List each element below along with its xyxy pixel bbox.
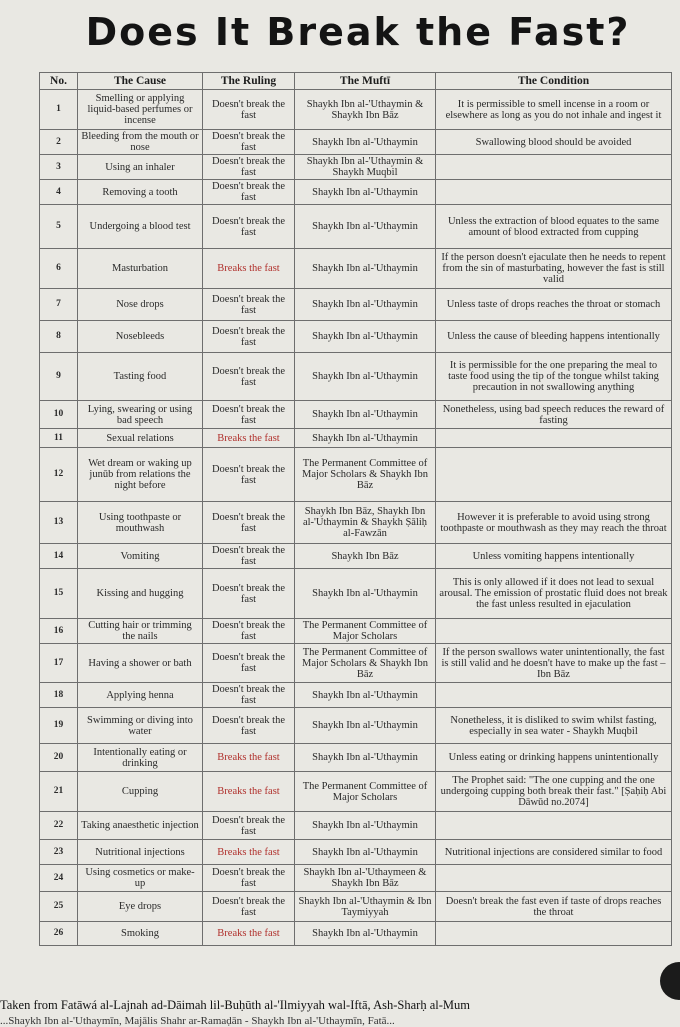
row-condition — [436, 155, 672, 180]
row-number: 7 — [40, 289, 78, 321]
row-mufti: The Permanent Committee of Major Scholars — [295, 619, 436, 644]
table-row — [40, 569, 672, 619]
table-row — [40, 502, 672, 544]
row-mufti: Shaykh Ibn al-'Uthaymin & Shaykh Ibn Bāz — [295, 90, 436, 130]
header-condition: The Condition — [436, 73, 672, 90]
row-ruling: Doesn't break the fast — [203, 448, 295, 502]
row-mufti: Shaykh Ibn al-'Uthaymin & Ibn Taymiyyah — [295, 892, 436, 922]
row-ruling: Doesn't break the fast — [203, 180, 295, 205]
table-row — [40, 401, 672, 429]
row-mufti: Shaykh Ibn al-'Uthaymin — [295, 321, 436, 353]
table-row — [40, 708, 672, 744]
row-number: 24 — [40, 865, 78, 892]
table-row — [40, 429, 672, 448]
table-row — [40, 892, 672, 922]
row-cause: Vomiting — [78, 544, 203, 569]
row-number: 16 — [40, 619, 78, 644]
row-cause: Intentionally eating or drinking — [78, 744, 203, 772]
row-condition: If the person doesn't ejaculate then he needs to repent from the sin of masturbating, however the fast is still valid — [436, 249, 672, 289]
row-condition — [436, 683, 672, 708]
table-header-row — [40, 73, 672, 90]
row-number: 2 — [40, 130, 78, 155]
table-row — [40, 683, 672, 708]
row-number: 1 — [40, 90, 78, 130]
row-condition: It is permissible for the one preparing the meal to taste food using the tip of the tongue whilst taking precaution in not swallowing anything — [436, 353, 672, 401]
table-row — [40, 90, 672, 130]
row-mufti: Shaykh Ibn al-'Uthaymin — [295, 249, 436, 289]
table-row — [40, 772, 672, 812]
row-mufti: Shaykh Ibn al-'Uthaymin — [295, 429, 436, 448]
row-ruling: Doesn't break the fast — [203, 569, 295, 619]
row-cause: Sexual relations — [78, 429, 203, 448]
row-number: 25 — [40, 892, 78, 922]
row-mufti: Shaykh Ibn al-'Uthaymin — [295, 744, 436, 772]
row-ruling: Doesn't break the fast — [203, 90, 295, 130]
row-mufti: Shaykh Ibn al-'Uthaymin — [295, 708, 436, 744]
row-cause: Applying henna — [78, 683, 203, 708]
row-mufti: Shaykh Ibn al-'Uthaymin — [295, 683, 436, 708]
row-number: 13 — [40, 502, 78, 544]
row-number: 8 — [40, 321, 78, 353]
row-number: 26 — [40, 922, 78, 946]
row-number: 18 — [40, 683, 78, 708]
row-ruling: Doesn't break the fast — [203, 502, 295, 544]
table-row — [40, 644, 672, 683]
row-condition — [436, 922, 672, 946]
row-mufti: Shaykh Ibn al-'Uthaymin — [295, 353, 436, 401]
source-footer-line2: ...Shaykh Ibn al-'Uthaymīn, Majālis Shahr ar-Ramaḍān - Shaykh Ibn al-'Uthaymīn, Fatā... — [0, 1015, 395, 1027]
row-condition: If the person swallows water unintentionally, the fast is still valid and he doesn't have to make up the fast – Ibn Bāz — [436, 644, 672, 683]
row-condition: This is only allowed if it does not lead to sexual arousal. The emission of prostatic fluid does not break the fast unless resulted in ejaculation — [436, 569, 672, 619]
row-number: 10 — [40, 401, 78, 429]
row-condition — [436, 812, 672, 840]
table-row — [40, 619, 672, 644]
row-condition: Unless vomiting happens intentionally — [436, 544, 672, 569]
table-row — [40, 130, 672, 155]
row-number: 17 — [40, 644, 78, 683]
row-cause: Eye drops — [78, 892, 203, 922]
row-cause: Swimming or diving into water — [78, 708, 203, 744]
corner-badge — [660, 962, 680, 1000]
table-row — [40, 180, 672, 205]
row-mufti: Shaykh Ibn Bāz, Shaykh Ibn al-'Uthaymin & Shaykh Ṣāliḥ al-Fawzān — [295, 502, 436, 544]
row-cause: Kissing and hugging — [78, 569, 203, 619]
table-row — [40, 205, 672, 249]
row-mufti: Shaykh Ibn al-'Uthaymin — [295, 205, 436, 249]
table-row — [40, 353, 672, 401]
row-mufti: Shaykh Ibn al-'Uthaymin — [295, 401, 436, 429]
source-footer — [0, 998, 680, 1027]
row-mufti: Shaykh Ibn al-'Uthaymin — [295, 289, 436, 321]
row-number: 4 — [40, 180, 78, 205]
row-number: 5 — [40, 205, 78, 249]
header-ruling: The Ruling — [203, 73, 295, 90]
row-number: 19 — [40, 708, 78, 744]
row-ruling: Breaks the fast — [203, 249, 295, 289]
row-number: 9 — [40, 353, 78, 401]
row-mufti: Shaykh Ibn al-'Uthaymin — [295, 569, 436, 619]
row-condition: Unless eating or drinking happens unintentionally — [436, 744, 672, 772]
row-cause: Cupping — [78, 772, 203, 812]
table-row — [40, 922, 672, 946]
row-ruling: Doesn't break the fast — [203, 205, 295, 249]
row-number: 15 — [40, 569, 78, 619]
row-condition: Unless the cause of bleeding happens intentionally — [436, 321, 672, 353]
row-mufti: Shaykh Ibn al-'Uthaymin — [295, 840, 436, 865]
row-cause: Nosebleeds — [78, 321, 203, 353]
row-ruling: Breaks the fast — [203, 840, 295, 865]
row-ruling: Doesn't break the fast — [203, 155, 295, 180]
row-condition: Swallowing blood should be avoided — [436, 130, 672, 155]
row-ruling: Breaks the fast — [203, 429, 295, 448]
row-cause: Cutting hair or trimming the nails — [78, 619, 203, 644]
row-mufti: Shaykh Ibn al-'Uthaymin — [295, 130, 436, 155]
row-ruling: Doesn't break the fast — [203, 644, 295, 683]
row-ruling: Doesn't break the fast — [203, 544, 295, 569]
row-ruling: Doesn't break the fast — [203, 683, 295, 708]
row-ruling: Doesn't break the fast — [203, 619, 295, 644]
row-condition: Nutritional injections are considered similar to food — [436, 840, 672, 865]
row-condition: Unless the extraction of blood equates to the same amount of blood extracted from cupping — [436, 205, 672, 249]
row-condition — [436, 180, 672, 205]
row-cause: Tasting food — [78, 353, 203, 401]
header-mufti: The Muftī — [295, 73, 436, 90]
table-row — [40, 812, 672, 840]
row-ruling: Doesn't break the fast — [203, 865, 295, 892]
row-condition: Nonetheless, using bad speech reduces the reward of fasting — [436, 401, 672, 429]
row-cause: Lying, swearing or using bad speech — [78, 401, 203, 429]
row-ruling: Doesn't break the fast — [203, 892, 295, 922]
table-row — [40, 155, 672, 180]
row-cause: Using an inhaler — [78, 155, 203, 180]
table-row — [40, 321, 672, 353]
table-row — [40, 249, 672, 289]
table-row — [40, 744, 672, 772]
row-mufti: Shaykh Ibn Bāz — [295, 544, 436, 569]
row-condition: It is permissible to smell incense in a room or elsewhere as long as you do not inhale and ingest it — [436, 90, 672, 130]
row-condition — [436, 429, 672, 448]
table-row — [40, 448, 672, 502]
row-number: 11 — [40, 429, 78, 448]
row-condition: Nonetheless, it is disliked to swim whilst fasting, especially in sea water - Shaykh Muqbil — [436, 708, 672, 744]
row-mufti: Shaykh Ibn al-'Uthaymin — [295, 180, 436, 205]
row-mufti: Shaykh Ibn al-'Uthaymeen & Shaykh Ibn Bāz — [295, 865, 436, 892]
row-cause: Masturbation — [78, 249, 203, 289]
row-cause: Bleeding from the mouth or nose — [78, 130, 203, 155]
row-mufti: Shaykh Ibn al-'Uthaymin & Shaykh Muqbil — [295, 155, 436, 180]
row-mufti: The Permanent Committee of Major Scholars & Shaykh Ibn Bāz — [295, 644, 436, 683]
row-number: 6 — [40, 249, 78, 289]
row-condition: The Prophet said: "The one cupping and the one undergoing cupping both break their fast." [Ṣaḥiḥ Abi Dāwūd no.2074] — [436, 772, 672, 812]
row-cause: Nose drops — [78, 289, 203, 321]
row-cause: Nutritional injections — [78, 840, 203, 865]
table-row — [40, 289, 672, 321]
row-cause: Taking anaesthetic injection — [78, 812, 203, 840]
row-ruling: Breaks the fast — [203, 744, 295, 772]
row-cause: Using cosmetics or make-up — [78, 865, 203, 892]
row-cause: Wet dream or waking up junūb from relations the night before — [78, 448, 203, 502]
row-cause: Smelling or applying liquid-based perfumes or incense — [78, 90, 203, 130]
row-ruling: Doesn't break the fast — [203, 289, 295, 321]
table-row — [40, 865, 672, 892]
row-number: 21 — [40, 772, 78, 812]
row-mufti: Shaykh Ibn al-'Uthaymin — [295, 812, 436, 840]
row-ruling: Doesn't break the fast — [203, 812, 295, 840]
row-ruling: Breaks the fast — [203, 922, 295, 946]
row-condition — [436, 448, 672, 502]
row-ruling: Doesn't break the fast — [203, 708, 295, 744]
row-number: 20 — [40, 744, 78, 772]
row-ruling: Breaks the fast — [203, 772, 295, 812]
source-footer-line1: Taken from Fatāwá al-Lajnah ad-Dāimah lil-Buḥūth al-'Ilmiyyah wal-Iftā, Ash-Sharḥ al-Mum — [0, 998, 470, 1012]
row-number: 12 — [40, 448, 78, 502]
row-cause: Using toothpaste or mouthwash — [78, 502, 203, 544]
row-number: 22 — [40, 812, 78, 840]
row-number: 3 — [40, 155, 78, 180]
header-cause: The Cause — [78, 73, 203, 90]
table-row — [40, 840, 672, 865]
row-condition: However it is preferable to avoid using strong toothpaste or mouthwash as they may reach the throat — [436, 502, 672, 544]
row-mufti: The Permanent Committee of Major Scholars & Shaykh Ibn Bāz — [295, 448, 436, 502]
row-ruling: Doesn't break the fast — [203, 130, 295, 155]
row-condition — [436, 865, 672, 892]
row-ruling: Doesn't break the fast — [203, 353, 295, 401]
header-no: No. — [40, 73, 78, 90]
row-number: 14 — [40, 544, 78, 569]
table-row — [40, 544, 672, 569]
row-cause: Undergoing a blood test — [78, 205, 203, 249]
fasting-rulings-table — [39, 72, 672, 946]
row-ruling: Doesn't break the fast — [203, 401, 295, 429]
row-cause: Having a shower or bath — [78, 644, 203, 683]
row-number: 23 — [40, 840, 78, 865]
row-cause: Removing a tooth — [78, 180, 203, 205]
row-ruling: Doesn't break the fast — [203, 321, 295, 353]
row-mufti: Shaykh Ibn al-'Uthaymin — [295, 922, 436, 946]
row-condition: Doesn't break the fast even if taste of drops reaches the throat — [436, 892, 672, 922]
row-condition — [436, 619, 672, 644]
row-cause: Smoking — [78, 922, 203, 946]
row-mufti: The Permanent Committee of Major Scholars — [295, 772, 436, 812]
page-title: Does It Break the Fast? — [85, 10, 631, 54]
row-condition: Unless taste of drops reaches the throat or stomach — [436, 289, 672, 321]
